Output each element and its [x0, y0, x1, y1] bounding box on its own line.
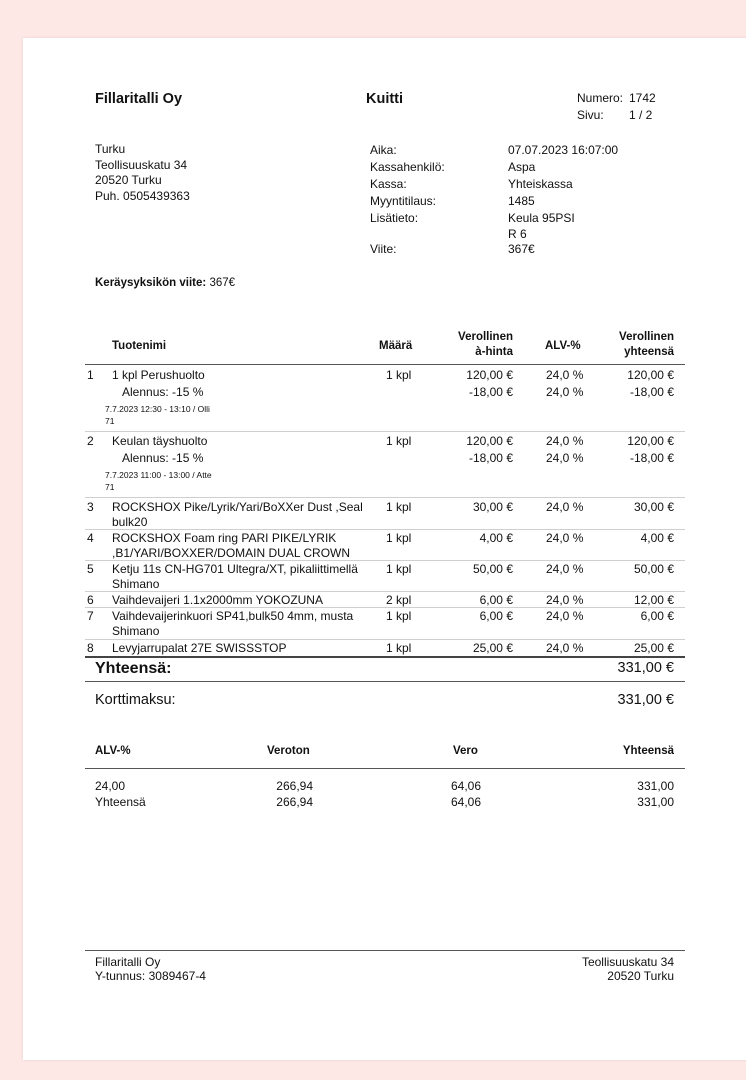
col-header-name: Tuotenimi	[112, 340, 167, 352]
total-value: 331,00 €	[617, 660, 674, 676]
total-label: Yhteensä:	[95, 660, 172, 677]
row-vat: 24,0 %	[546, 562, 584, 576]
kassahenkilo-label: Kassahenkilö:	[370, 160, 445, 174]
myyntitilaus-label: Myyntitilaus:	[370, 194, 437, 208]
row-number: 6	[87, 593, 94, 607]
kassa-label: Kassa:	[370, 177, 407, 191]
info-values	[508, 142, 618, 258]
vat-row-total: 331,00	[637, 795, 674, 809]
kassa-value: Yhteiskassa	[508, 177, 573, 191]
footer-left	[95, 955, 206, 983]
collection-ref-label: Keräysyksikön viite:	[95, 277, 207, 289]
row-qty: 1 kpl	[386, 500, 412, 514]
number-label: Numero:	[577, 91, 624, 105]
vat-header-total: Yhteensä	[622, 745, 674, 757]
totals-bottom-rule	[85, 681, 685, 682]
aika-label: Aika:	[370, 143, 397, 157]
vat-row-rate: Yhteensä	[95, 795, 146, 809]
footer-company: Fillaritalli Oy	[95, 955, 161, 969]
row-number: 3	[87, 500, 94, 514]
row-note-2: 71	[105, 482, 115, 492]
row-qty: 1 kpl	[386, 368, 412, 382]
row-total: 6,00 €	[640, 609, 674, 623]
vat-header-rule	[85, 768, 685, 769]
row-qty: 2 kpl	[386, 593, 412, 607]
row-number: 2	[87, 434, 94, 448]
footer-rule	[85, 950, 685, 951]
row-vat: 24,0 %	[546, 641, 584, 655]
myyntitilaus-value: 1485	[508, 194, 535, 208]
footer-business-id: Y-tunnus: 3089467-4	[95, 969, 206, 983]
row-qty: 1 kpl	[386, 562, 412, 576]
row-price: 4,00 €	[479, 531, 513, 545]
vat-header-net: Veroton	[267, 745, 310, 757]
vat-row-rate: 24,00	[95, 779, 126, 793]
col-header-total	[574, 330, 674, 360]
row-total: 4,00 €	[640, 531, 674, 545]
row-number: 8	[87, 641, 94, 655]
page-value: 1 / 2	[629, 108, 653, 122]
row-price: 120,00 €	[466, 434, 513, 448]
col-header-total-line2: yhteensä	[624, 346, 674, 358]
row-name: Keulan täyshuolto	[112, 434, 208, 448]
col-header-total-line1: Verollinen	[619, 331, 674, 343]
document-title: Kuitti	[366, 91, 404, 107]
row-total: 120,00 €	[627, 368, 674, 382]
row-note-2: 71	[105, 416, 115, 426]
row-price: 6,00 €	[479, 593, 513, 607]
row-divider	[85, 591, 685, 592]
row-price: 120,00 €	[466, 368, 513, 382]
vat-header-rate: ALV-%	[95, 745, 131, 757]
row-divider	[85, 529, 685, 530]
row-name: ROCKSHOX Foam ring PARI PIKE/LYRIK ,B1/YARI/BOXXER/DOMAIN DUAL CROWN	[112, 531, 351, 560]
row-divider	[85, 607, 685, 608]
row-qty: 1 kpl	[386, 434, 412, 448]
row-discount-vat: 24,0 %	[546, 451, 584, 465]
row-number: 1	[87, 368, 94, 382]
row-note: 7.7.2023 11:00 - 13:00 / Atte	[105, 470, 212, 480]
row-vat: 24,0 %	[546, 593, 584, 607]
row-discount-price: -18,00 €	[468, 385, 513, 399]
row-total: 30,00 €	[633, 500, 674, 514]
row-divider	[85, 560, 685, 561]
row-name: Ketju 11s CN-HG701 Ultegra/XT, pikaliittimellä Shimano	[112, 562, 358, 591]
collection-ref	[95, 277, 235, 289]
row-number: 5	[87, 562, 94, 576]
lisatieto-value: Keula 95PSI	[508, 211, 575, 225]
row-name: Vaihdevaijeri 1.1x2000mm YOKOZUNA	[112, 593, 323, 607]
row-discount-vat: 24,0 %	[546, 385, 584, 399]
row-vat: 24,0 %	[546, 609, 584, 623]
row-vat: 24,0 %	[546, 368, 584, 382]
vat-row-net: 266,94	[276, 795, 313, 809]
row-qty: 1 kpl	[386, 641, 412, 655]
row-divider	[85, 497, 685, 498]
row-vat: 24,0 %	[546, 500, 584, 514]
row-price: 30,00 €	[472, 500, 513, 514]
viite-value: 367€	[508, 242, 535, 256]
row-discount-price: -18,00 €	[468, 451, 513, 465]
vat-row-net: 266,94	[276, 779, 313, 793]
row-discount-label: Alennus: -15 %	[122, 385, 204, 399]
receipt-page	[23, 38, 746, 1060]
row-price: 25,00 €	[472, 641, 513, 655]
address-line: 20520 Turku	[95, 173, 162, 187]
table-header-rule	[85, 364, 685, 365]
page-label: Sivu:	[577, 108, 604, 122]
col-header-unit-price	[413, 330, 513, 360]
row-price: 50,00 €	[472, 562, 513, 576]
row-divider	[85, 431, 685, 432]
row-total: 120,00 €	[627, 434, 674, 448]
payment-label: Korttimaksu:	[95, 692, 176, 708]
row-vat: 24,0 %	[546, 531, 584, 545]
row-qty: 1 kpl	[386, 531, 412, 545]
row-number: 7	[87, 609, 94, 623]
col-header-qty: Määrä	[379, 340, 413, 352]
row-total: 25,00 €	[633, 641, 674, 655]
row-divider	[85, 639, 685, 640]
col-header-vat: ALV-%	[545, 340, 581, 352]
address-line: Teollisuuskatu 34	[95, 157, 188, 172]
col-header-unit-line2: à-hinta	[475, 346, 513, 358]
aika-value: 07.07.2023 16:07:00	[508, 143, 619, 157]
row-name: 1 kpl Perushuolto	[112, 368, 205, 382]
row-discount-total: -18,00 €	[629, 451, 674, 465]
row-note: 7.7.2023 12:30 - 13:10 / Olli	[105, 404, 210, 414]
payment-value: 331,00 €	[617, 692, 674, 708]
footer-street: Teollisuuskatu 34	[581, 955, 674, 969]
lisatieto-label: Lisätieto:	[370, 211, 419, 225]
row-name: ROCKSHOX Pike/Lyrik/Yari/BoXXer Dust ,Seal bulk20	[112, 500, 363, 529]
totals-rule	[85, 656, 685, 658]
company-name: Fillaritalli Oy	[95, 91, 183, 107]
lisatieto-value-2: R 6	[508, 227, 527, 241]
row-price: 6,00 €	[479, 609, 513, 623]
address-line: Puh. 0505439363	[95, 188, 190, 203]
viite-label: Viite:	[370, 242, 397, 256]
row-name: Vaihdevaijerinkuori SP41,bulk50 4mm, musta Shimano	[112, 609, 354, 638]
kassahenkilo-value: Aspa	[508, 160, 536, 174]
row-name: Levyjarrupalat 27E SWISSSTOP	[112, 641, 287, 655]
number-value: 1742	[629, 91, 656, 105]
col-header-unit-line1: Verollinen	[458, 331, 513, 343]
row-vat: 24,0 %	[546, 434, 584, 448]
company-address	[95, 142, 190, 204]
footer-right	[514, 955, 674, 983]
row-qty: 1 kpl	[386, 609, 412, 623]
vat-row-total: 331,00	[637, 779, 674, 793]
address-line: Turku	[95, 142, 126, 156]
vat-row-tax: 64,06	[450, 779, 481, 793]
vat-header-tax: Vero	[453, 745, 478, 757]
info-labels	[370, 142, 445, 258]
row-total: 50,00 €	[633, 562, 674, 576]
footer-city: 20520 Turku	[607, 969, 674, 983]
row-total: 12,00 €	[633, 593, 674, 607]
row-number: 4	[87, 531, 94, 545]
row-discount-total: -18,00 €	[629, 385, 674, 399]
vat-row-tax: 64,06	[450, 795, 481, 809]
collection-ref-value: 367€	[209, 277, 236, 289]
row-discount-label: Alennus: -15 %	[122, 451, 204, 465]
